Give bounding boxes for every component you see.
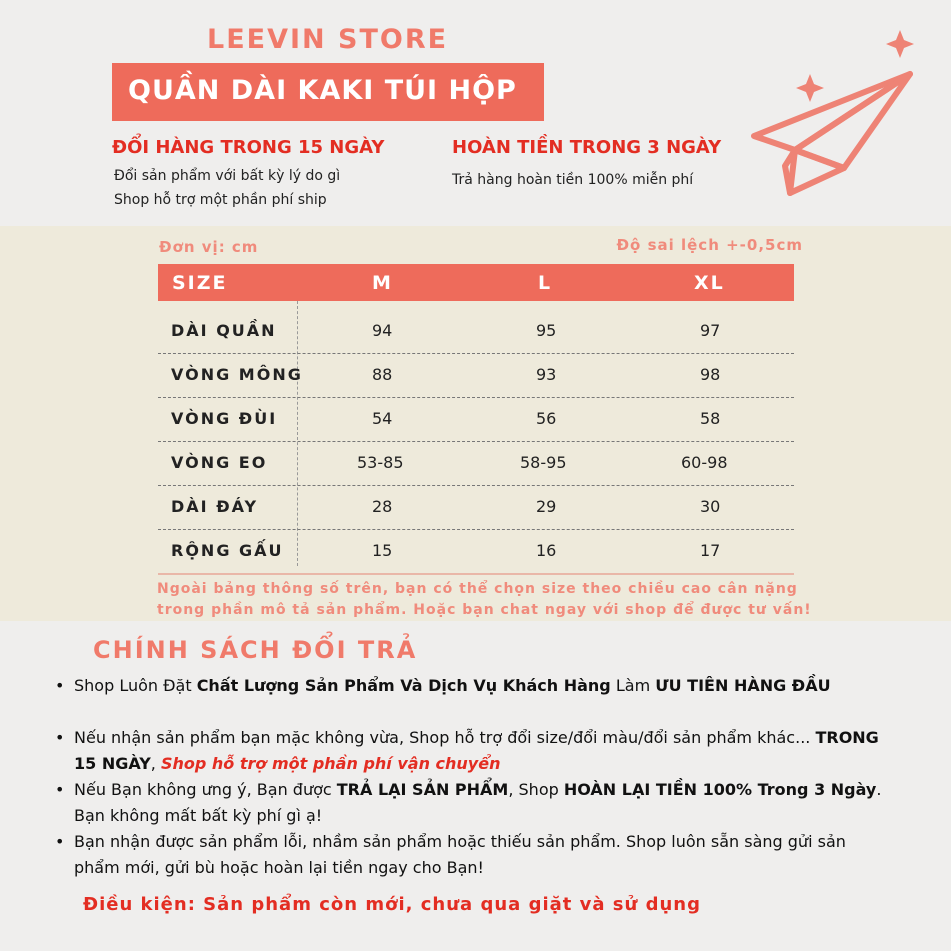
size-table-header [158, 264, 794, 301]
return-condition: Điều kiện: Sản phẩm còn mới, chưa qua giặt và sử dụng [83, 894, 701, 915]
exchange-policy-line1: Đổi sản phẩm với bất kỳ lý do gì [114, 168, 341, 184]
cell-xl: 97 [700, 321, 721, 340]
size-note-line1: Ngoài bảng thông số trên, bạn có thể chọn size theo chiều cao cân nặng [157, 581, 798, 597]
policy-bullet-4: • Bạn nhận được sản phẩm lỗi, nhầm sản phẩm hoặc thiếu sản phẩm. Shop luôn sẵn sàng gửi sản phẩm mới, gửi bù hoặc hoàn lại tiền ngay cho Bạn! [74, 829, 891, 881]
header-xl: XL [694, 272, 725, 294]
cell-l: 93 [536, 365, 557, 384]
row-label: DÀI QUẦN [171, 321, 277, 340]
header-l: L [538, 272, 553, 294]
header-section [0, 0, 951, 226]
table-row [158, 353, 794, 398]
cell-l: 29 [536, 497, 557, 516]
cell-l: 58-95 [520, 453, 567, 472]
table-row [158, 309, 794, 354]
size-chart-section [0, 226, 951, 621]
paper-plane-icon [740, 28, 920, 203]
header-size: SIZE [172, 272, 228, 294]
row-label: DÀI ĐÁY [171, 497, 259, 516]
policy-bullet-1: • Shop Luôn Đặt Chất Lượng Sản Phẩm Và Dịch Vụ Khách Hàng Làm ƯU TIÊN HÀNG ĐẦU [74, 673, 891, 699]
cell-m: 15 [372, 541, 393, 560]
cell-m: 53-85 [357, 453, 404, 472]
refund-policy-line1: Trả hàng hoàn tiền 100% miễn phí [452, 172, 694, 188]
row-label: RỘNG GẤU [171, 541, 284, 560]
cell-xl: 58 [700, 409, 721, 428]
return-policy-title: CHÍNH SÁCH ĐỔI TRẢ [93, 636, 418, 664]
policy-bullet-2: • Nếu nhận sản phẩm bạn mặc không vừa, Shop hỗ trợ đổi size/đổi màu/đổi sản phẩm khác... TRONG 15 NGÀY, Shop hỗ trợ một phần phí vận chuyển [74, 725, 891, 777]
size-note-line2: trong phần mô tả sản phẩm. Hoặc bạn chat ngay với shop để được tư vấn! [157, 602, 812, 618]
header-m: M [372, 272, 393, 294]
exchange-policy-line2: Shop hỗ trợ một phần phí ship [114, 192, 327, 208]
table-row [158, 441, 794, 486]
table-row [158, 485, 794, 530]
cell-xl: 17 [700, 541, 721, 560]
cell-m: 54 [372, 409, 393, 428]
return-policy-section [0, 621, 951, 951]
cell-m: 28 [372, 497, 393, 516]
cell-l: 95 [536, 321, 557, 340]
exchange-policy-title: ĐỔI HÀNG TRONG 15 NGÀY [112, 137, 385, 158]
unit-label: Đơn vị: cm [159, 238, 259, 256]
table-row [158, 397, 794, 442]
policy-bullet-3: • Nếu Bạn không ưng ý, Bạn được TRẢ LẠI SẢN PHẨM, Shop HOÀN LẠI TIỀN 100% Trong 3 Ngày. Bạn không mất bất kỳ phí gì ạ! [74, 777, 891, 829]
cell-xl: 98 [700, 365, 721, 384]
row-label: VÒNG MÔNG [171, 365, 303, 384]
row-label: VÒNG ĐÙI [171, 409, 278, 428]
row-label: VÒNG EO [171, 453, 268, 472]
cell-l: 16 [536, 541, 557, 560]
cell-xl: 60-98 [681, 453, 728, 472]
cell-m: 94 [372, 321, 393, 340]
refund-policy-title: HOÀN TIỀN TRONG 3 NGÀY [452, 137, 722, 158]
cell-xl: 30 [700, 497, 721, 516]
store-name: LEEVIN STORE [207, 24, 449, 55]
cell-l: 56 [536, 409, 557, 428]
product-title: QUẦN DÀI KAKI TÚI HỘP [128, 75, 517, 106]
product-title-banner [112, 63, 544, 121]
tolerance-label: Độ sai lệch +-0,5cm [616, 236, 803, 254]
cell-m: 88 [372, 365, 393, 384]
table-row [158, 529, 794, 575]
